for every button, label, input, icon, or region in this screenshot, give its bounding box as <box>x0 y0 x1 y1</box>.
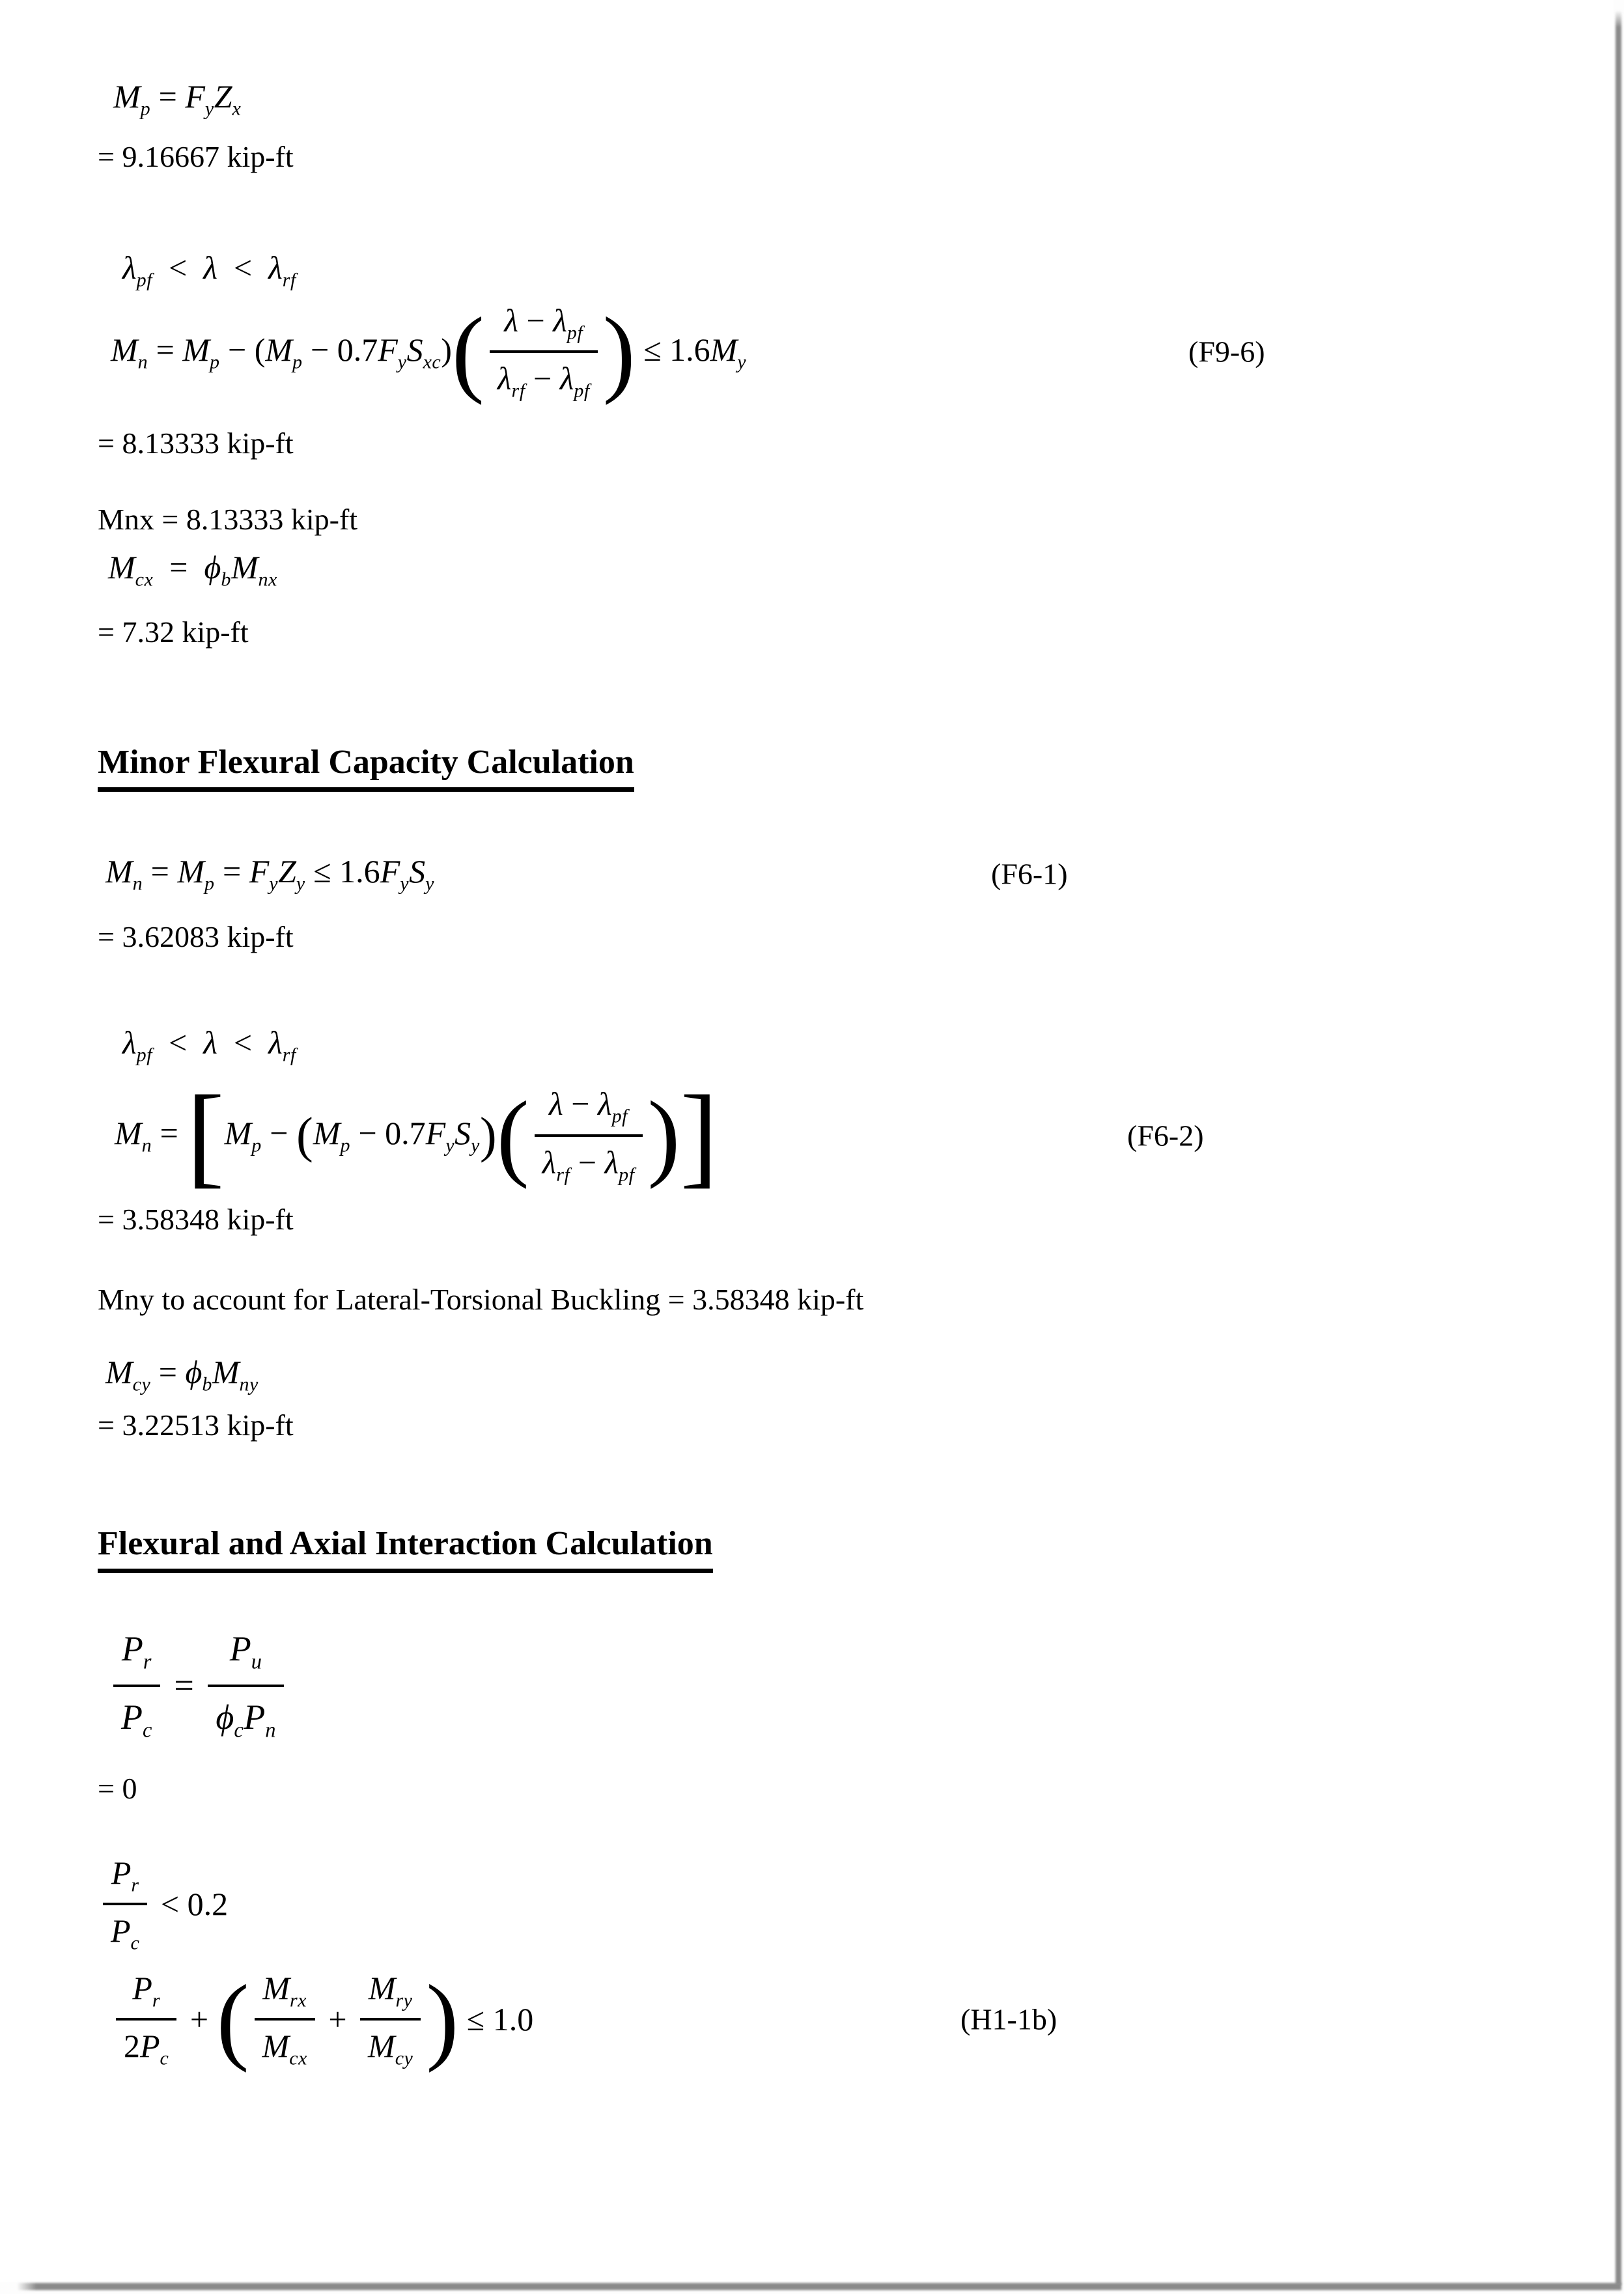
subscript: cx <box>135 568 154 591</box>
eq-run: λ <box>559 360 574 397</box>
eq-f6-1 <box>105 852 1509 895</box>
eq-run: λ <box>553 301 567 339</box>
subscript: c <box>234 1718 244 1742</box>
subscript: p <box>292 351 303 373</box>
subscript: xc <box>423 351 441 373</box>
equation <box>122 1023 296 1067</box>
subscript: y <box>737 351 747 373</box>
eq-run: λ <box>203 1024 217 1061</box>
eq-run: ≤ 1.0 <box>458 2001 534 2038</box>
numerator <box>255 1968 315 2018</box>
eq-mcx <box>108 548 1509 591</box>
subscript: p <box>204 873 215 895</box>
subscript: y <box>269 873 279 895</box>
eq-run: M <box>182 331 210 368</box>
fence-body <box>529 1084 648 1186</box>
subscript: y <box>204 98 214 120</box>
eq-pr-pc-limit <box>98 1853 1509 1955</box>
subscript: r <box>143 1650 152 1674</box>
fraction <box>116 1968 176 2071</box>
denominator <box>490 350 598 402</box>
eq-run: Z <box>278 853 296 890</box>
eq-run: = <box>214 853 249 890</box>
equation <box>108 548 277 591</box>
equation <box>111 298 747 406</box>
eq-run: ϕ <box>204 549 221 586</box>
numerator <box>361 1968 421 2018</box>
eq-run: λ <box>497 360 512 397</box>
eq-run: P <box>111 1912 131 1950</box>
eq-mcy <box>105 1352 1509 1396</box>
subscript: c <box>160 2047 169 2069</box>
eq-run: M <box>224 1114 252 1151</box>
eq-run: λ <box>203 249 217 286</box>
text-line: Mnx = 8.13333 kip-ft <box>98 502 358 536</box>
subscript: rf <box>282 1044 296 1066</box>
numerator <box>124 1968 168 2018</box>
subscript: y <box>471 1134 480 1156</box>
eq-run: P <box>244 1697 266 1737</box>
eq-run: S <box>455 1114 471 1151</box>
value-mcy <box>98 1407 1509 1443</box>
eq-pr-pc-ratio <box>108 1628 1509 1742</box>
equation <box>98 1853 228 1955</box>
eq-run: P <box>132 1969 152 2006</box>
eq-text <box>113 77 241 120</box>
eq-text <box>105 852 434 895</box>
subscript: cx <box>289 2047 307 2069</box>
eq-run: M <box>262 2028 290 2065</box>
eq-text <box>320 2000 355 2039</box>
eq-text <box>182 2000 216 2039</box>
subscript: pf <box>619 1163 635 1185</box>
eq-run: ≤ 1.6 <box>305 853 380 890</box>
eq-run: ≤ 1.6 <box>635 331 710 368</box>
subscript: ny <box>239 1373 259 1395</box>
eq-run: M <box>262 1969 290 2006</box>
numerator <box>222 1628 270 1684</box>
equation <box>113 77 241 120</box>
denominator <box>113 1685 160 1743</box>
value-pr-pc <box>98 1770 1509 1806</box>
eq-run: ) <box>441 331 452 368</box>
subscript: rx <box>290 1989 307 2011</box>
eq-run: = <box>143 853 178 890</box>
equation <box>111 1965 534 2074</box>
fenced-group <box>496 1081 680 1190</box>
equation <box>108 1628 289 1742</box>
eq-run: − <box>261 1114 296 1151</box>
heading-interaction <box>98 1524 1509 1573</box>
equation <box>105 852 434 895</box>
eq-run: = <box>148 331 183 368</box>
value-mn-major <box>98 425 1509 461</box>
eq-h1-1b <box>111 1965 1509 2074</box>
fenced-group <box>451 298 636 406</box>
subscript: pf <box>574 380 590 402</box>
eq-run: Z <box>214 78 232 115</box>
subscript: n <box>265 1718 276 1742</box>
value-mcx <box>98 614 1509 650</box>
eq-run: − <box>563 1085 598 1123</box>
eq-run: < <box>217 249 269 286</box>
eq-run: M <box>115 1114 142 1151</box>
result-value: = 3.22513 kip-ft <box>98 1408 294 1442</box>
eq-run: λ <box>604 1143 619 1181</box>
eq-run: = <box>152 1114 187 1151</box>
subscript: n <box>141 1134 152 1156</box>
value-mp <box>98 139 1509 175</box>
result-value: = 9.16667 kip-ft <box>98 140 294 174</box>
fraction <box>360 1968 421 2071</box>
eq-run: P <box>121 1697 143 1737</box>
eq-run: λ <box>549 1085 563 1123</box>
eq-run: + <box>182 2001 217 2038</box>
fence-body <box>484 301 603 403</box>
eq-run: F <box>380 853 400 890</box>
subscript: cy <box>395 2047 413 2069</box>
eq-run: − 0.7 <box>350 1114 426 1151</box>
fraction <box>208 1628 284 1742</box>
eq-run: = <box>165 1666 203 1705</box>
eq-run: S <box>406 331 423 368</box>
fraction <box>535 1084 643 1186</box>
denominator <box>208 1685 284 1743</box>
numerator <box>114 1628 160 1684</box>
open-paren: ( <box>496 1081 529 1190</box>
subscript: ry <box>395 1989 413 2011</box>
subscript: p <box>340 1134 350 1156</box>
close-paren: ) <box>479 1106 497 1163</box>
eq-run: < 0.2 <box>152 1886 229 1923</box>
eq-run: P <box>140 2028 160 2065</box>
value-f6-2 <box>98 1201 1509 1237</box>
eq-run: λ <box>542 1143 557 1181</box>
subscript: r <box>152 1989 161 2011</box>
eq-run: − <box>570 1143 605 1181</box>
denominator <box>535 1134 643 1186</box>
equation <box>122 248 296 292</box>
eq-text <box>458 2000 533 2039</box>
open-paren: ( <box>296 1106 313 1163</box>
eq-text <box>225 1113 296 1157</box>
equation-number: (H1-1b) <box>960 2002 1057 2036</box>
page-shadow-bottom <box>17 2283 1621 2290</box>
eq-text <box>111 330 452 374</box>
eq-run: − ( <box>219 331 266 368</box>
eq-f9-6 <box>111 298 1509 406</box>
subscript: rf <box>511 380 525 402</box>
subscript: r <box>131 1874 139 1896</box>
numerator <box>541 1084 636 1134</box>
eq-run: < <box>152 1024 204 1061</box>
close-paren: ) <box>602 298 636 406</box>
result-value: = 3.58348 kip-ft <box>98 1203 294 1237</box>
eq-run: = <box>150 1354 186 1391</box>
eq-run: M <box>231 549 259 586</box>
numerator <box>496 301 591 350</box>
close-bracket: ] <box>680 1072 718 1199</box>
open-paren: ( <box>451 298 484 406</box>
eq-run: M <box>113 78 141 115</box>
result-value: = 0 <box>98 1771 137 1805</box>
eq-run: F <box>185 78 205 115</box>
close-paren: ) <box>647 1081 680 1190</box>
eq-text <box>122 248 296 292</box>
subscript: cy <box>132 1373 151 1395</box>
text-mnx <box>98 501 1509 537</box>
eq-text <box>313 1113 480 1157</box>
close-paren: ) <box>426 1965 459 2074</box>
result-value: = 3.62083 kip-ft <box>98 920 294 954</box>
denominator <box>360 2018 421 2070</box>
equation-number: (F6-2) <box>1127 1118 1204 1152</box>
eq-run: ϕ <box>185 1354 203 1391</box>
subscript: b <box>202 1373 212 1395</box>
subscript: y <box>425 873 434 895</box>
fraction <box>490 301 598 403</box>
subscript: p <box>251 1134 262 1156</box>
subscript: pf <box>136 1044 152 1066</box>
eq-f6-2 <box>115 1072 1509 1199</box>
eq-run: λ <box>598 1085 612 1123</box>
eq-run: P <box>121 1629 143 1669</box>
eq-run: M <box>105 853 133 890</box>
eq-run: M <box>710 331 738 368</box>
subscript: u <box>251 1650 262 1674</box>
eq-run: M <box>105 1354 133 1391</box>
eq-text <box>636 330 746 374</box>
eq-run: S <box>409 853 426 890</box>
fence-body <box>249 1968 427 2071</box>
fraction <box>113 1628 160 1742</box>
eq-run: M <box>313 1114 341 1151</box>
fraction <box>103 1853 147 1955</box>
equation-number: (F6-1) <box>991 857 1068 891</box>
subscript: c <box>143 1718 152 1742</box>
value-f6-1 <box>98 919 1509 955</box>
eq-run: P <box>111 1854 132 1891</box>
subscript: n <box>137 351 148 373</box>
subscript: n <box>132 873 143 895</box>
eq-run: + <box>320 2001 356 2038</box>
fence-body <box>224 1081 680 1190</box>
eq-run: M <box>265 331 293 368</box>
eq-text <box>152 1884 228 1923</box>
open-bracket: [ <box>186 1072 225 1199</box>
eq-run: = <box>150 78 186 115</box>
eq-text <box>115 1113 186 1157</box>
section-heading: Flexural and Axial Interaction Calculation <box>98 1524 713 1573</box>
equation <box>115 1072 718 1199</box>
equation-number: (F9-6) <box>1188 335 1265 369</box>
eq-run: λ <box>268 249 283 286</box>
eq-run: − 0.7 <box>302 331 378 368</box>
eq-run: M <box>108 549 135 586</box>
subscript: y <box>400 873 410 895</box>
eq-run: − <box>518 301 553 339</box>
document-content <box>98 77 1509 2074</box>
fence-body <box>313 1113 480 1157</box>
eq-run: M <box>212 1354 240 1391</box>
eq-text <box>122 1023 296 1067</box>
eq-run: P <box>229 1629 251 1669</box>
fraction <box>255 1968 315 2071</box>
subscript: y <box>445 1134 455 1156</box>
numerator <box>104 1853 147 1903</box>
subscript: pf <box>136 268 152 290</box>
eq-mp-fyzx <box>113 77 1509 120</box>
denominator <box>103 1903 147 1955</box>
result-value: = 8.13333 kip-ft <box>98 426 294 460</box>
eq-run: − <box>525 360 560 397</box>
eq-run: F <box>378 331 398 368</box>
eq-text <box>108 548 277 591</box>
subscript: y <box>397 351 407 373</box>
subscript: p <box>140 98 151 120</box>
eq-run: = <box>153 549 204 586</box>
subscript: nx <box>258 568 277 591</box>
eq-run: λ <box>122 1024 137 1061</box>
heading-minor-flexural <box>98 742 1509 792</box>
eq-run: < <box>152 249 204 286</box>
eq-run: F <box>249 853 270 890</box>
eq-run: ϕ <box>216 1697 234 1737</box>
eq-text <box>165 1664 203 1707</box>
eq-run: M <box>368 1969 396 2006</box>
fenced-group <box>186 1072 718 1199</box>
text-mny <box>98 1281 1509 1317</box>
subscript: rf <box>556 1163 570 1185</box>
eq-run: λ <box>268 1024 283 1061</box>
eq-run: λ <box>122 249 137 286</box>
eq-run: λ <box>504 301 519 339</box>
fenced-group <box>216 1965 459 2074</box>
eq-run: M <box>368 2028 395 2065</box>
subscript: pf <box>611 1105 628 1127</box>
equation <box>105 1352 259 1396</box>
denominator <box>255 2018 315 2070</box>
subscript: c <box>130 1932 140 1954</box>
fenced-group <box>296 1106 497 1163</box>
eq-lambda-range-minor <box>122 1023 1509 1067</box>
open-paren: ( <box>216 1965 249 2074</box>
subscript: b <box>221 568 231 591</box>
eq-lambda-range-major <box>122 248 1509 292</box>
subscript: p <box>210 351 220 373</box>
eq-run: < <box>217 1024 269 1061</box>
eq-run: M <box>177 853 205 890</box>
subscript: x <box>232 98 242 120</box>
subscript: pf <box>567 322 583 344</box>
subscript: y <box>296 873 305 895</box>
text-line: Mny to account for Lateral-Torsional Buckling = 3.58348 kip-ft <box>98 1283 864 1317</box>
eq-run: F <box>425 1114 446 1151</box>
section-heading: Minor Flexural Capacity Calculation <box>98 742 634 792</box>
subscript: rf <box>282 268 296 290</box>
result-value: = 7.32 kip-ft <box>98 615 249 649</box>
denominator <box>116 2018 176 2070</box>
eq-text <box>105 1352 259 1396</box>
page-shadow-right <box>1616 10 1621 2285</box>
eq-run: 2 <box>124 2028 140 2065</box>
eq-run: M <box>111 331 138 368</box>
